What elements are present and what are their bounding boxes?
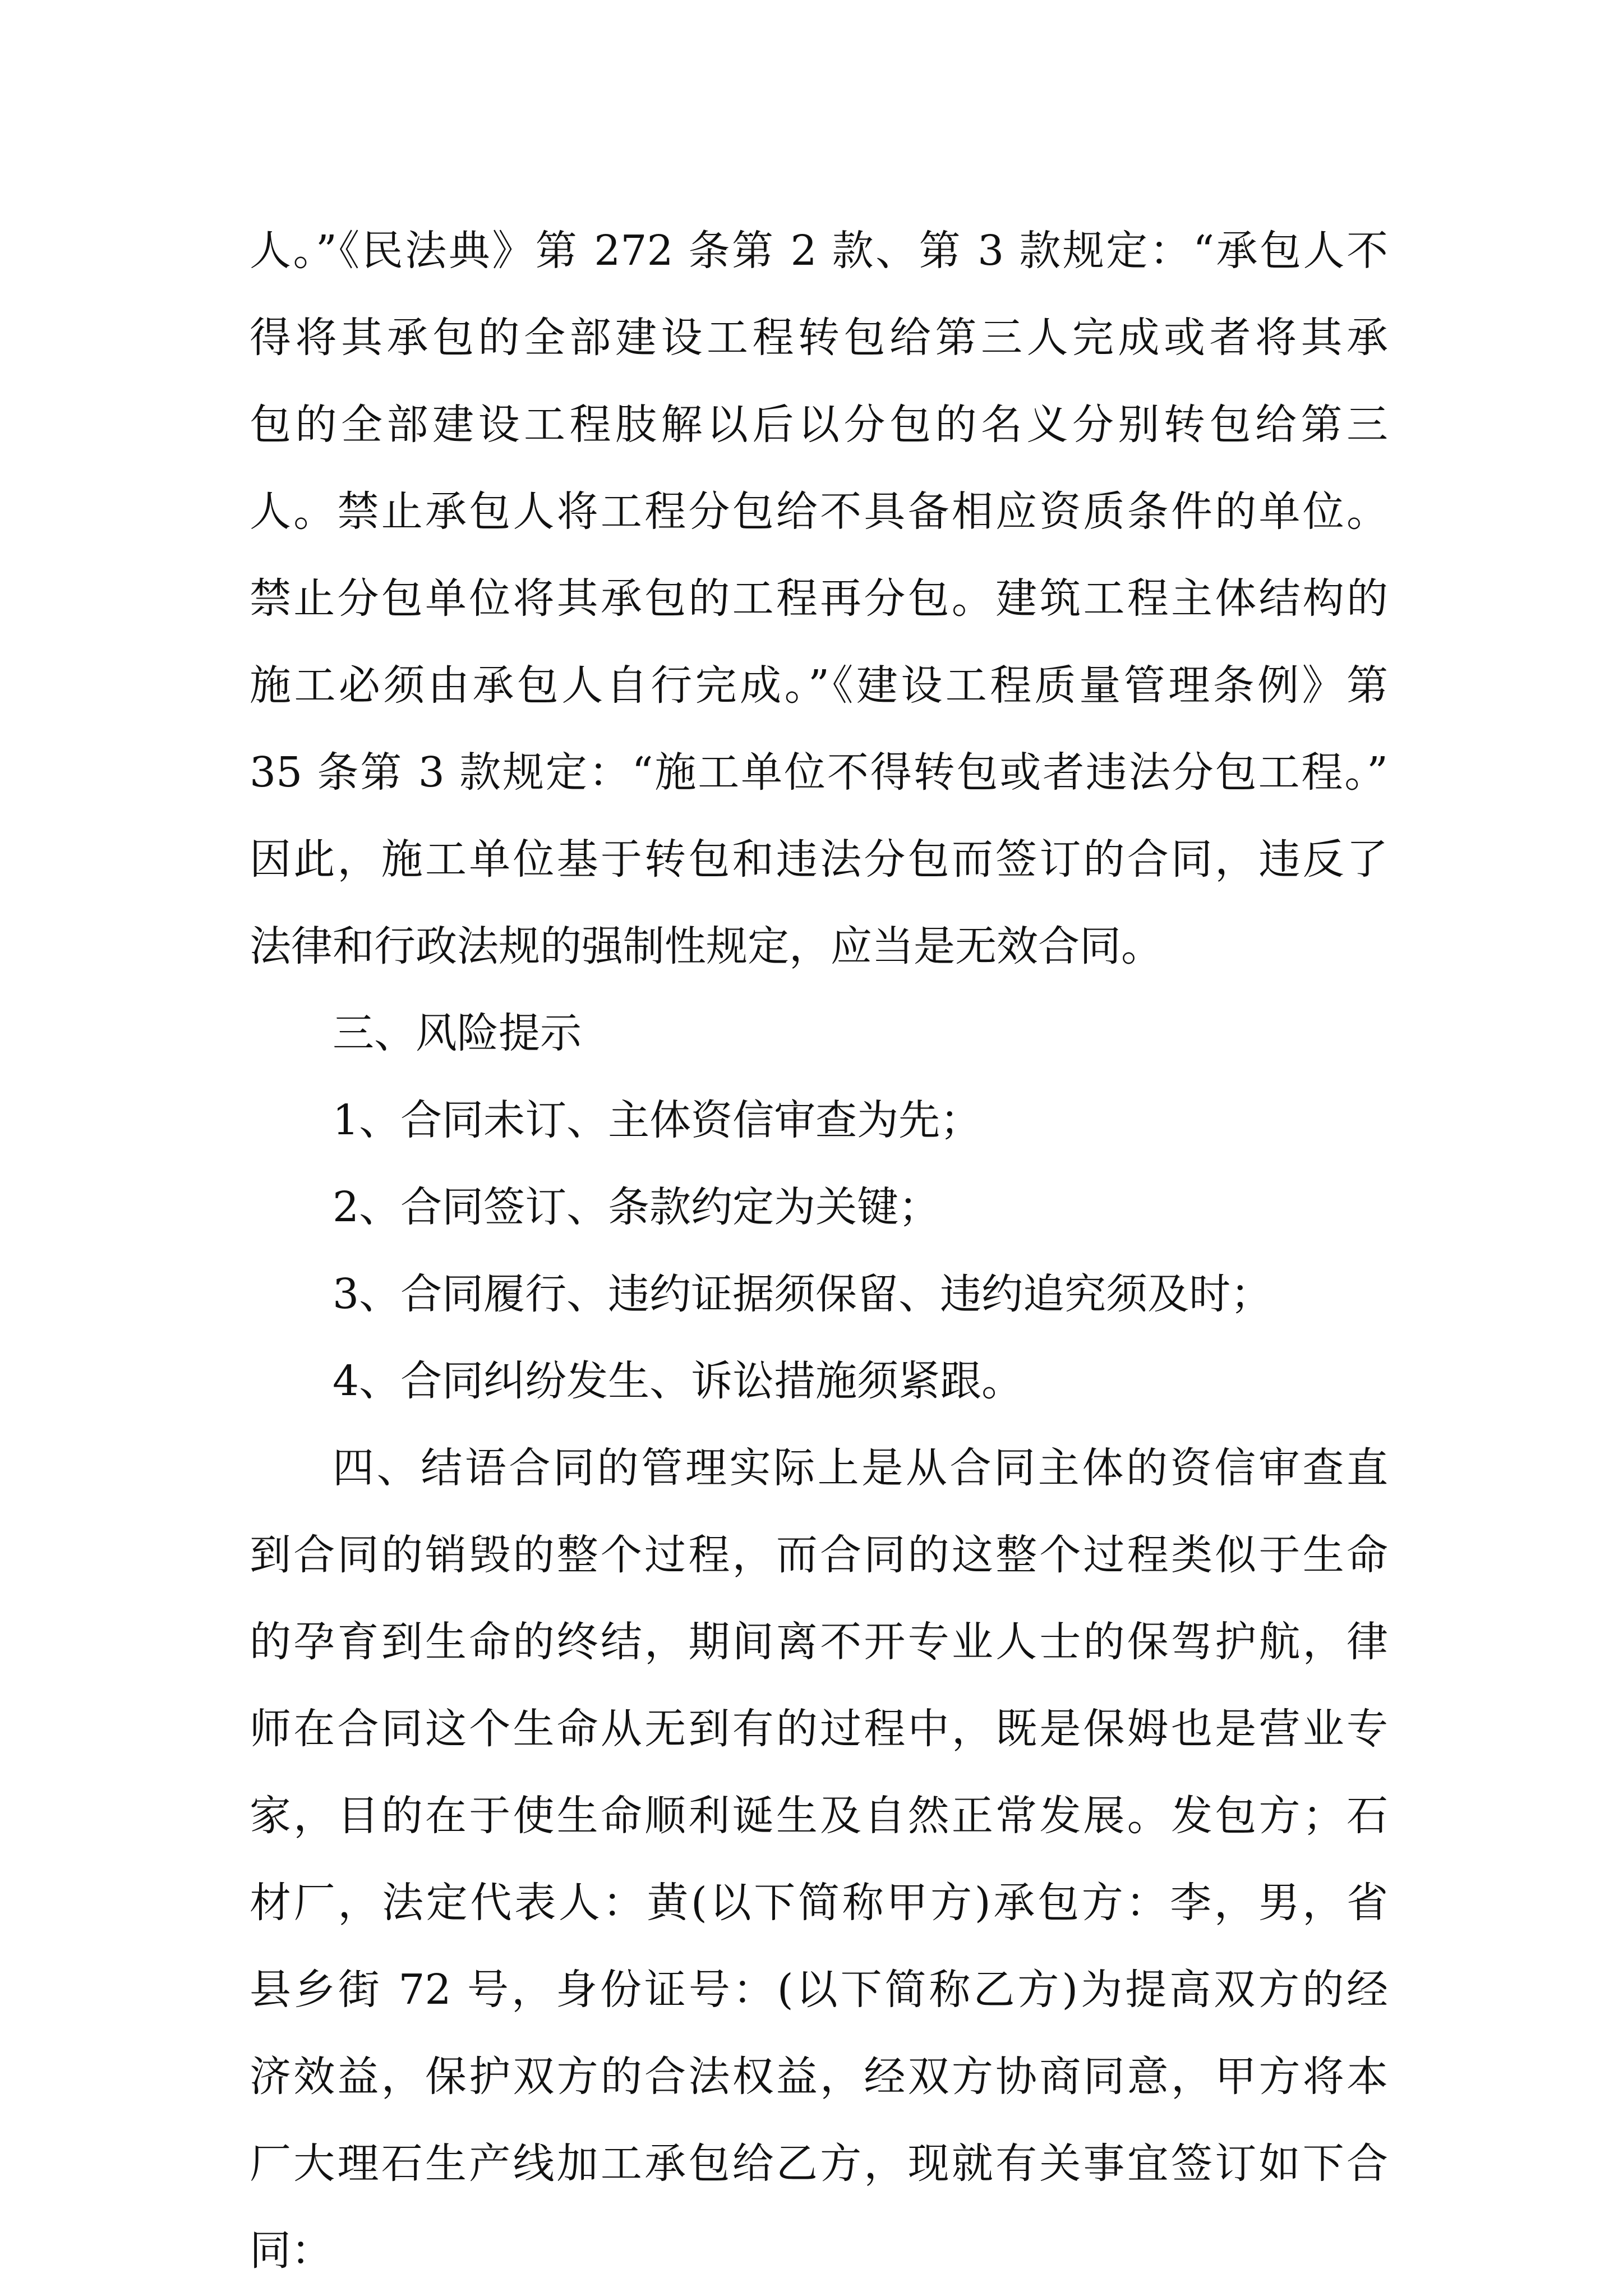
text-line: 到合同的销毁的整个过程，而合同的这整个过程类似于生命 [250,1531,1388,1579]
text-line: 家，目的在于使生命顺利诞生及自然正常发展。发包方；石 [250,1792,1388,1840]
list-item: 1、合同未订、主体资信审查为先； [333,1096,982,1144]
text-line: 35 条第 3 款规定：“施工单位不得转包或者违法分包工程。” [250,748,1388,797]
paragraph-end-line: 法律和行政法规的强制性规定，应当是无效合同。 [250,922,1163,970]
text-line: 材厂，法定代表人：黄(以下简称甲方)承包方：李，男，省 [250,1879,1388,1927]
text-line: 因此，施工单位基于转包和违法分包而签订的合同，违反了 [250,835,1388,884]
text-line: 人。禁止承包人将工程分包给不具备相应资质条件的单位。 [250,487,1388,536]
text-line: 济效益，保护双方的合法权益，经双方协商同意，甲方将本 [250,2053,1388,2101]
document-body [250,208,1388,2294]
text-line: 师在合同这个生命从无到有的过程中，既是保姆也是营业专 [250,1705,1388,1753]
text-line: 县乡街 72 号，身份证号：(以下简称乙方)为提高双方的经 [250,1966,1388,2014]
text-line: 人。”《民法典》第 272 条第 2 款、第 3 款规定：“承包人不 [250,227,1388,275]
text-line: 得将其承包的全部建设工程转包给第三人完成或者将其承 [250,314,1388,362]
paragraph-end-line: 同： [250,2226,333,2275]
text-line: 厂大理石生产线加工承包给乙方，现就有关事宜签订如下合 [250,2139,1388,2188]
list-item: 3、合同履行、违约证据须保留、违约追究须及时； [333,1270,1272,1318]
text-line: 包的全部建设工程肢解以后以分包的名义分别转包给第三 [250,401,1388,449]
text-line: 禁止分包单位将其承包的工程再分包。建筑工程主体结构的 [250,574,1388,623]
list-item: 2、合同签订、条款约定为关键； [333,1183,940,1231]
section-heading: 三、风险提示 [333,1009,582,1057]
text-line: 的孕育到生命的终结，期间离不开专业人士的保驾护航，律 [250,1618,1388,1666]
text-line: 施工必须由承包人自行完成。”《建设工程质量管理条例》第 [250,661,1388,710]
list-item: 4、合同纠纷发生、诉讼措施须紧跟。 [333,1357,1023,1405]
section-heading-paragraph-start: 四、结语合同的管理实际上是从合同主体的资信审查直 [333,1444,1388,1492]
